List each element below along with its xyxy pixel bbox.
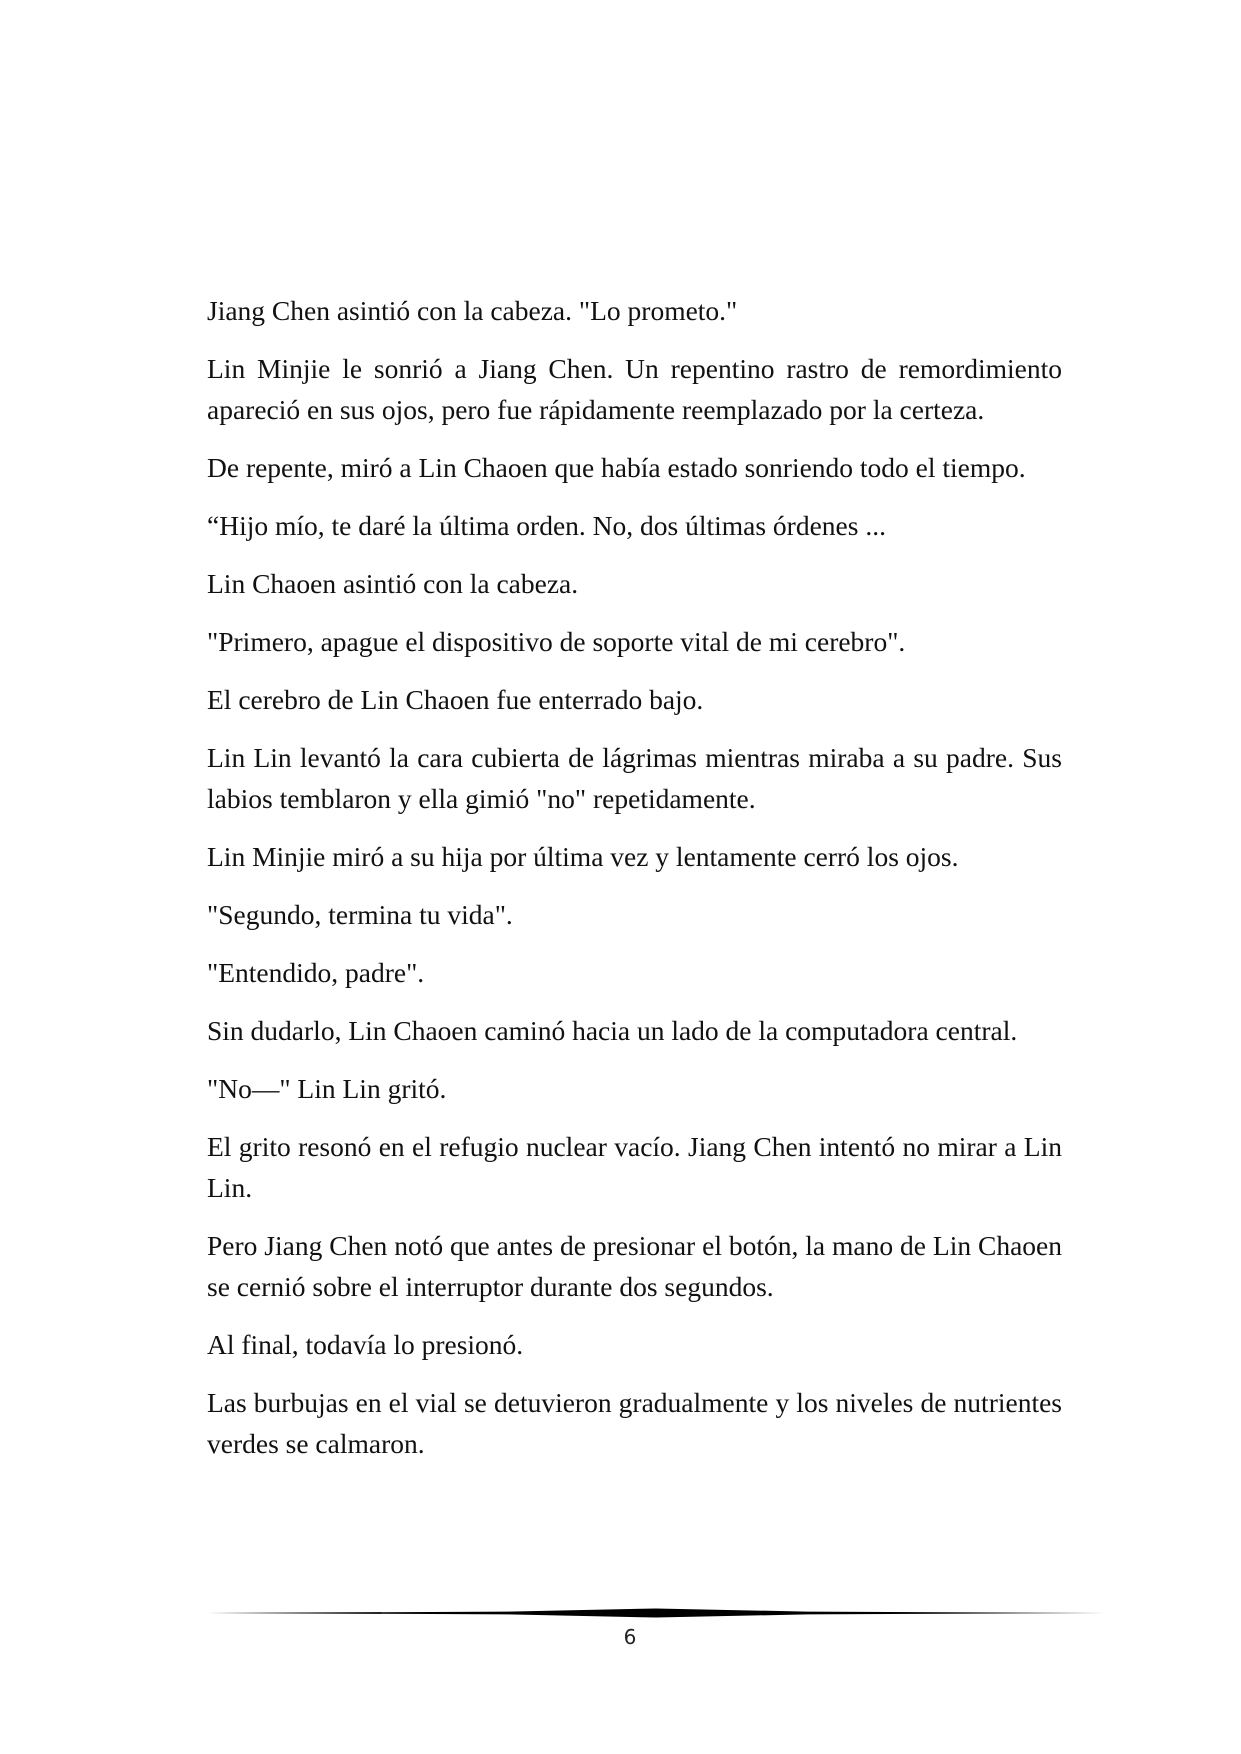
- paragraph: "No—" Lin Lin gritó.: [207, 1073, 447, 1104]
- paragraph: "Entendido, padre".: [207, 957, 425, 988]
- paragraph: El cerebro de Lin Chaoen fue enterrado bajo.: [207, 684, 704, 715]
- paragraph: Lin Minjie le sonrió a Jiang Chen. Un repentino rastro de remordimiento apareció en sus ojos, pero fue rápidamente reemplazado por la certeza.: [207, 353, 1062, 425]
- paragraph: "Segundo, termina tu vida".: [207, 899, 513, 930]
- paragraph: Pero Jiang Chen notó que antes de presionar el botón, la mano de Lin Chaoen se cernió sobre el interruptor durante dos segundos.: [207, 1230, 1062, 1302]
- body-text: [207, 290, 1062, 1481]
- page-number: 6: [623, 1625, 637, 1649]
- paragraph: Jiang Chen asintió con la cabeza. "Lo prometo.": [207, 295, 738, 326]
- paragraph: "Primero, apague el dispositivo de soporte vital de mi cerebro".: [207, 626, 906, 657]
- footer-divider: [207, 1606, 1105, 1620]
- paragraph: De repente, miró a Lin Chaoen que había estado sonriendo todo el tiempo.: [207, 452, 1026, 483]
- paragraph: Lin Lin levantó la cara cubierta de lágrimas mientras miraba a su padre. Sus labios temblaron y ella gimió "no" repetidamente.: [207, 742, 1062, 814]
- paragraph: Sin dudarlo, Lin Chaoen caminó hacia un lado de la computadora central.: [207, 1015, 1018, 1046]
- paragraph: Al final, todavía lo presionó.: [207, 1329, 524, 1360]
- paragraph: Lin Chaoen asintió con la cabeza.: [207, 568, 579, 599]
- paragraph: El grito resonó en el refugio nuclear vacío. Jiang Chen intentó no mirar a Lin Lin.: [207, 1131, 1062, 1203]
- paragraph: Lin Minjie miró a su hija por última vez y lentamente cerró los ojos.: [207, 841, 959, 872]
- paragraph: Las burbujas en el vial se detuvieron gradualmente y los niveles de nutrientes verdes se calmaron.: [207, 1387, 1062, 1459]
- paragraph: “Hijo mío, te daré la última orden. No, dos últimas órdenes ...: [207, 510, 886, 541]
